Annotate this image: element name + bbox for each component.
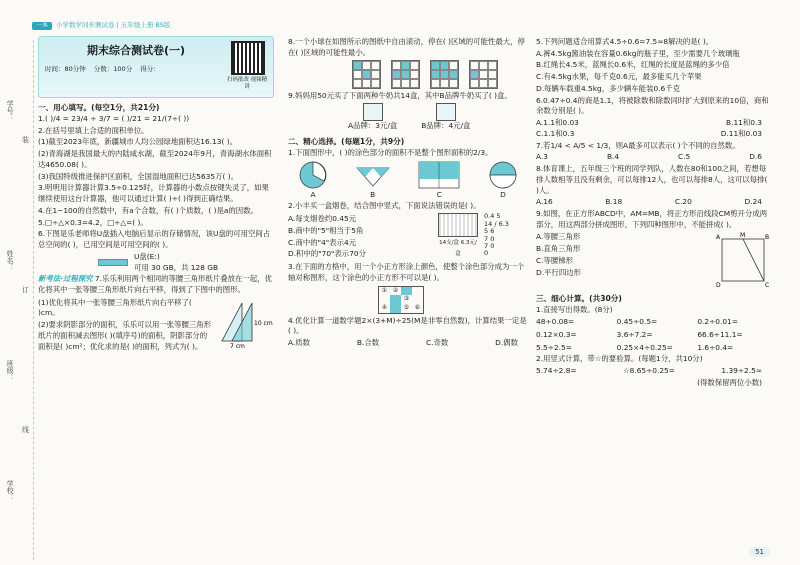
grid-c [430, 60, 459, 89]
figure-a-label: A [310, 189, 316, 199]
usb-label: U盘(E:) [134, 251, 160, 261]
figure-c-label: C [436, 189, 442, 199]
s1: 1.下面图形中，( )的涂色部分的面积不是整个图形面积的2/3。 [288, 147, 493, 157]
q9: 9.妈妈用50元买了下面两种牛奶共14盒，其中B品牌牛奶买了( )盒。 [288, 91, 512, 101]
s8-option-d: D.24 [744, 197, 762, 207]
section-2-heading: 二、精心选择。(每题1分，共9分) [288, 136, 405, 146]
s2: 2.小丰买一盒烟卷，结合图中竖式，下面说法错误的是( )。 [288, 201, 481, 211]
division-step-3: 7 0 [484, 242, 495, 251]
binding-mark-3: 线 [22, 426, 29, 434]
time-info: 时间：80分钟 [45, 64, 86, 73]
s4-options [288, 338, 528, 349]
page-number: 51 [749, 547, 770, 557]
milk-carton-b-icon [436, 103, 456, 121]
q5: 5.□÷△×0.3=4.2，□÷△=( )。 [38, 217, 148, 227]
class-label: 班级： [6, 360, 15, 381]
grid-cell-1: ① [381, 286, 388, 294]
grid-cell-3: ③ [403, 295, 410, 303]
s2d: D.积中的"70"表示70分 [288, 249, 366, 259]
point-m: M [740, 232, 746, 240]
column-left [38, 36, 274, 353]
series-title: 小学数学同步测试卷 | 五年级上册 BS版 [56, 21, 171, 30]
s2b: B.商中的"5"相当于5角 [288, 225, 364, 235]
section-3-heading: 三、细心计算。(共30分) [536, 294, 622, 304]
s7-option-a: A.3 [536, 152, 548, 162]
binding-margin [0, 40, 34, 560]
grid-cell-4: ④ [381, 303, 388, 311]
box-note: 14支/盒 6.3元/盒 [439, 240, 477, 258]
division-quotient: 0.4 5 [484, 212, 501, 221]
s6: 6.0.47÷0.4的商是1.1，将被除数和除数同时扩大到原来的10倍，商和余数分别是( )。 [536, 95, 769, 116]
s9: 9.如图，在正方形ABCD中，AM=MB，将正方形沿线段CM剪开分成两部分，用这两部分拼成图形，下列四种图形中，不能拼成( )。 [536, 209, 768, 229]
grid-a [352, 60, 381, 89]
s4-option-d: D.偶数 [495, 338, 518, 348]
height-dimension: 10 cm [254, 319, 273, 327]
vertex-b: B [765, 234, 770, 242]
s9-option-b: B.直角三角形 [536, 244, 581, 254]
s6-options-row1 [536, 118, 772, 129]
q7-tag: 新考法·过程探究 [38, 274, 93, 284]
division-step-2: 7 0 [484, 234, 495, 243]
calc-item: 66.6÷11.1= [697, 329, 743, 339]
s6-option-d: D.11和0.03 [720, 128, 762, 138]
vertex-c: C [765, 282, 770, 290]
s5b: B.红绳长4.5米，蓝绳长0.6米，红绳的长度是蓝绳的多少倍 [536, 60, 730, 70]
long-division [484, 213, 528, 261]
vertex-d: D [716, 282, 721, 290]
symmetry-grid [378, 286, 424, 314]
milk-carton-a-icon [363, 103, 383, 121]
s6-option-a: A.1.1和0.03 [536, 118, 579, 128]
figure-b-label: B [370, 189, 376, 199]
section-1-heading: 一、用心填写。(每空1分，共21分) [38, 103, 160, 112]
s8-option-b: B.18 [605, 197, 623, 207]
q6: 6.下图是乐老师将U盘插入电脑后显示的存储情况，该U盘的可用空间占总空间的( )，已用空间是可用空间的( )。 [38, 229, 271, 250]
q2: 2.在括号里填上合适的面积单位。 [38, 125, 149, 135]
s8-option-a: A.16 [536, 197, 553, 207]
column-middle [288, 36, 528, 349]
q2a: (1)截至2023年底，新疆城市人均公园绿地面积达16.13( )。 [38, 137, 237, 147]
s5: 5.下列问题适合用算式4.5÷0.6=7.5≈8解决的是( )。 [536, 37, 714, 46]
milk-a-price: A品牌：3元/盒 [348, 121, 398, 131]
s7-option-c: C.5 [678, 152, 691, 162]
s7-options [536, 152, 772, 163]
s5a: A.裤4.5kg酱油装在容量0.6kg的瓶子里，至少需要几个玻璃瓶 [536, 48, 740, 58]
q3: 3.明明用计算器计算3.5÷0.125时，计算器的小数点按键失灵了，如果继续使用这台计算器，他可以通过计算( )÷( )得到正确结果。 [38, 183, 269, 204]
q7: 7.乐乐利用两个相同的等腰三角形纸片叠放在一起，优化将其中一张等腰三角形纸片向右平移，得到了下图中的图形。 [38, 274, 272, 295]
s2a: A.每支烟卷约0.45元 [288, 214, 357, 224]
fraction-figures [288, 160, 528, 201]
calc-item: 0.25×4÷0.25= [616, 342, 673, 352]
milk-brands [348, 103, 528, 132]
s5c: C.有4.5kg水果，每千克0.6元，最多能买几个苹果 [536, 72, 702, 82]
qr-code-icon [231, 41, 265, 75]
s7-option-b: B.4 [606, 152, 620, 162]
calc-item: 0.45÷0.5= [616, 317, 658, 327]
s9-option-a: A.等腰三角形 [536, 232, 581, 242]
qr-caption: 扫码批改 视频精讲 [226, 77, 268, 90]
s3: 3.在下面的方格中，用一个小正方形涂上颜色，使整个涂色部分成为一个轴对称图形，这个涂色的小正方形不可以是( )。 [288, 262, 525, 282]
grid-cell-2: ② [392, 286, 399, 294]
s8-option-c: C.20 [674, 197, 692, 207]
s2c: C.商中的"4"表示4元 [288, 237, 357, 247]
c1: 1.直接写出得数。(8分) [536, 305, 613, 315]
student-number-label: 学号： [6, 100, 15, 121]
s9-option-d: D.平行四边形 [536, 267, 581, 277]
calc-item: 48÷0.08= [536, 317, 575, 327]
s4: 4.优化计算一道数学题2×(3+M)÷25(M是非零自然数)，计算结果一定是( )。 [288, 315, 527, 336]
school-label: 学校： [6, 480, 15, 501]
brand-badge: 一本 [32, 22, 52, 31]
s9-option-c: C.等腰梯形 [536, 255, 574, 265]
rounding-note: (得数保留两位小数) [697, 377, 762, 387]
s7-option-d: D.6 [749, 152, 762, 162]
usb-drive-icon [98, 259, 128, 266]
mental-math-grid [536, 317, 772, 353]
page-footer [749, 547, 770, 557]
triangle-shift-figure [218, 297, 274, 349]
s8: 8.体育课上，五年级三个班的同学列队，人数在80和100之间，若想每排人数相等且没有剩余，可以每排12人，也可以每排8人，这可以每排( )人。 [536, 164, 768, 195]
q4: 4.在1~100的自然数中，有a个合数，有( )个质数，( )是a的因数。 [38, 205, 258, 215]
page-header [32, 20, 170, 32]
s7: 7.若1/4 < A/5 < 1/3，则A最多可以表示( )个不同的自然数。 [536, 140, 740, 150]
s6-options-row2 [536, 129, 772, 140]
calc-item: 0.2÷0.01= [697, 317, 738, 327]
s4-option-a: A.质数 [288, 338, 311, 348]
s6-option-c: C.1.1和0.3 [536, 128, 575, 138]
usb-status [98, 252, 274, 273]
column-right [536, 36, 772, 390]
q1: 1.( )/4 = 23/4 ÷ 3/7 = ( )/21 = 21/(7÷( )) [38, 114, 190, 123]
calc-item: 3.6÷7.2= [616, 329, 653, 339]
calc-item: 5.5÷2.5= [536, 342, 572, 352]
q7b: (2)要求阴影部分的面积，乐乐可以用一张等腰三角形纸片的面积减去图形( )(填序号)的面积，阴影部分的面积是( )cm²；优化求的是( )的面积，列式为( )。 [38, 320, 212, 351]
s4-option-c: C.奇数 [425, 338, 449, 348]
binding-mark-1: 装 [22, 136, 29, 144]
column-calc-3: 1.39÷2.5≈ [721, 366, 762, 376]
figure-b-triangles [355, 160, 391, 190]
column-calc-1: 5.74÷2.8= [536, 366, 577, 376]
column-calc-items [536, 366, 772, 377]
q2c: (3)我国特级推进保护区面积，全国湿地面积已达5635万( )。 [38, 171, 238, 181]
calc-item: 0.12×0.3= [536, 329, 577, 339]
column-calc-2: ☆8.65÷0.25= [623, 366, 675, 376]
cigarette-box-icon [438, 213, 478, 237]
q8: 8.一个小球在如图所示的图纸中自由滚动，停在( )区域的可能性最大，停在( )区域的可能性最小。 [288, 37, 525, 57]
q2b: (2)青海湖是我国最大的内陆咸水湖，截至2024年9月，青海湖水体面积达4650.08( )。 [38, 149, 272, 169]
division-remainder: 0 [484, 249, 489, 258]
s8-options [536, 197, 772, 208]
c2: 2.用竖式计算，带☆的要验算。(每题1分，共10分) [536, 354, 703, 364]
s6-option-b: B.11和0.3 [726, 118, 762, 128]
base-dimension: 7 cm [230, 342, 245, 349]
title-panel [38, 36, 274, 98]
square-abcd-figure [714, 231, 772, 289]
q7a: (1)优化将其中一张等腰三角形纸片向右平移了( )cm。 [38, 297, 192, 318]
figure-c-rectangle [417, 160, 461, 190]
vertex-a: A [716, 234, 721, 242]
got-score-label: 得分： [140, 64, 160, 73]
s5d: D.每辆车载重4.5kg，多少辆车能装0.6千克 [536, 83, 680, 93]
figure-d-label: D [500, 189, 506, 199]
usb-capacity-info: 可用 30 GB，共 128 GB [134, 262, 219, 272]
s4-option-b: B.合数 [356, 338, 380, 348]
grid-d [469, 60, 498, 89]
probability-grids [348, 60, 528, 89]
score-info: 分数：100分 [93, 64, 133, 73]
grid-cell-5: ⑤ [403, 303, 410, 311]
division-dividend: 14 / 6.3 [484, 219, 509, 228]
division-step-1: 5 6 [484, 227, 495, 236]
binding-mark-2: 订 [22, 286, 29, 294]
calc-item: 1.6÷0.4= [697, 342, 734, 352]
milk-b-price: B品牌：4元/盒 [421, 121, 471, 131]
exam-title: 期末综合测试卷(一) [86, 44, 186, 57]
student-name-label: 姓名： [6, 250, 15, 271]
grid-cell-6: ⑥ [414, 303, 421, 311]
grid-b [391, 60, 420, 89]
figure-d-circle [488, 160, 518, 190]
figure-a-circle [298, 160, 328, 190]
